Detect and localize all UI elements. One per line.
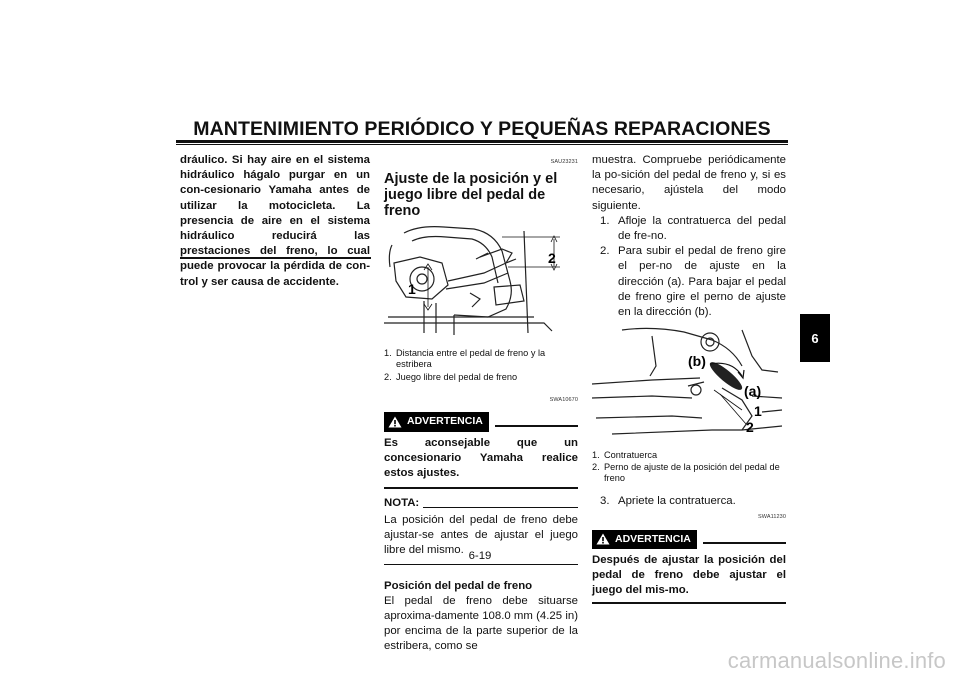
page-title: MANTENIMIENTO PERIÓDICO Y PEQUEÑAS REPARACIONES bbox=[193, 118, 771, 140]
figure1-label-1: 1 bbox=[408, 281, 416, 298]
warning-end-rule bbox=[180, 257, 371, 259]
section-code: SAU23231 bbox=[550, 159, 578, 165]
figure2-caption bbox=[592, 450, 786, 484]
warning-end-rule bbox=[592, 602, 786, 604]
warning-text: Es aconsejable que un concesionario Yamaha realice estos ajustes. bbox=[384, 436, 578, 480]
figure2-label-1: 1 bbox=[754, 403, 762, 420]
warning-header bbox=[592, 530, 786, 549]
chapter-tab: 6 bbox=[800, 314, 830, 362]
list-item: 1. Afloje la contratuerca del pedal de fre-no. bbox=[600, 214, 786, 243]
page-number: 6-19 bbox=[468, 550, 492, 562]
subheading: Posición del pedal de freno bbox=[384, 579, 533, 592]
figure2-label-a: (a) bbox=[744, 383, 762, 400]
warning-continuation: dráulico. Si hay aire en el sistema hidráulico hágalo purgar en un con-cesionario Yamaha antes de utilizar la motocicleta. La presencia de aire en el sistema hidráulico reducirá las prestaciones del freno, lo cual puede provocar la pérdida de con-trol y ser causa de accidente. bbox=[180, 154, 370, 288]
caption-item: 2. Juego libre del pedal de freno bbox=[384, 372, 518, 383]
title-rule-thin bbox=[176, 144, 788, 145]
figure1-caption bbox=[384, 348, 578, 383]
caption-item: 1. Contratuerca bbox=[592, 450, 658, 461]
warning-triangle-icon bbox=[388, 416, 402, 428]
figure2-label-b: (b) bbox=[688, 353, 706, 370]
warning-badge: ADVERTENCIA bbox=[592, 530, 697, 549]
warning-code: SWA11230 bbox=[757, 514, 786, 521]
warning-header bbox=[384, 412, 578, 431]
note-label: NOTA: bbox=[384, 496, 420, 509]
middle-column bbox=[384, 155, 578, 655]
adjuster-figure bbox=[592, 326, 786, 448]
warning-end-rule bbox=[384, 487, 578, 489]
caption-item: 2. Perno de ajuste de la posición del pedal de freno bbox=[592, 462, 780, 484]
title-rule-thick bbox=[176, 140, 788, 143]
note-header bbox=[384, 496, 578, 511]
section-title: Ajuste de la posición y el juego libre del pedal de freno bbox=[384, 171, 558, 220]
warning-badge: ADVERTENCIA bbox=[384, 412, 489, 431]
body-text: El pedal de freno debe situarse aproxima-damente 108.0 mm (4.25 in) por encima de la parte superior de la estribera, como se bbox=[384, 594, 578, 653]
right-column bbox=[592, 153, 786, 604]
note-end-rule bbox=[384, 564, 578, 565]
warning-header-rule bbox=[703, 542, 786, 544]
list-item: 2. Para subir el pedal de freno gire el per-no de ajuste en la dirección (a). Para bajar el pedal de freno gire el perno de ajuste en la dirección (b). bbox=[600, 245, 786, 319]
caption-item: 1. Distancia entre el pedal de freno y la estribera bbox=[384, 348, 546, 370]
figure2-label-2: 2 bbox=[746, 419, 754, 436]
warning-text: Después de ajustar la posición del pedal de freno debe ajustar el juego del mis-mo. bbox=[592, 553, 786, 597]
intro-text: muestra. Compruebe periódicamente la po-sición del pedal de freno y, si es necesario, ajústela del modo siguiente. bbox=[592, 154, 786, 212]
warning-header-rule bbox=[495, 425, 578, 427]
left-column bbox=[180, 153, 370, 290]
list-item: 3. Apriete la contratuerca. bbox=[600, 495, 736, 508]
brake-pedal-figure bbox=[384, 223, 574, 345]
warning-triangle-icon bbox=[596, 533, 610, 545]
warning-code: SWA10670 bbox=[549, 397, 578, 404]
note-header-rule bbox=[423, 507, 578, 508]
figure1-label-2: 2 bbox=[548, 250, 556, 267]
note-text: La posición del pedal de freno debe ajustar-se antes de ajustar el juego libre del mismo. bbox=[384, 513, 578, 557]
watermark: carmanualsonline.info bbox=[727, 648, 946, 673]
